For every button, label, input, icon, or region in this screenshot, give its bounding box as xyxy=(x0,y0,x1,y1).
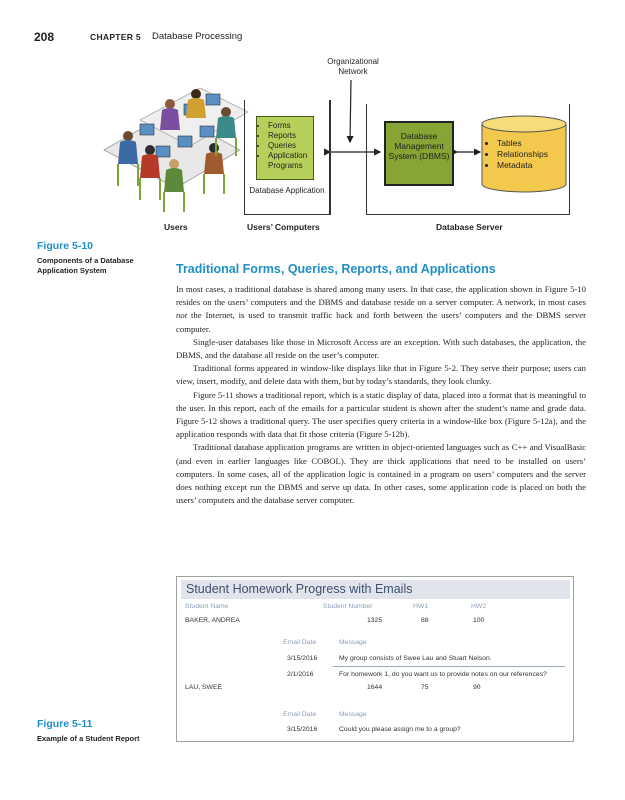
paragraph: Traditional forms appeared in window-like displays like that in Figure 5-2. They serve their purpose; users can view, insert, modify, and delete data with them, but by today’s standards, they look clunky. xyxy=(176,363,586,387)
student-name: LAU, SWEE xyxy=(185,684,223,691)
email-message: Could you please assign me to a group? xyxy=(339,726,461,733)
student-report xyxy=(176,576,574,742)
email-date: 3/15/2016 xyxy=(287,726,318,733)
figure-caption: Example of a Student Report xyxy=(37,734,140,743)
header-hw1: HW1 xyxy=(413,603,429,610)
email-message: For homework 1, do you want us to provide notes on our references? xyxy=(339,671,547,678)
hw1-score: 88 xyxy=(421,617,429,624)
report-title: Student Homework Progress with Emails xyxy=(181,580,570,599)
header-hw2: HW2 xyxy=(471,603,487,610)
dbms-box: Database Management System (DBMS) xyxy=(384,121,454,186)
db-item: • Relationships xyxy=(497,149,548,160)
database-contents xyxy=(488,138,548,171)
database-server-label: Database Server xyxy=(436,222,503,232)
users-computers-label: Users’ Computers xyxy=(247,222,320,232)
section-heading: Traditional Forms, Queries, Reports, and Applications xyxy=(176,262,496,276)
header-email-date: Email Date xyxy=(283,639,317,646)
page-number: 208 xyxy=(34,30,55,44)
users-label: Users xyxy=(164,222,188,232)
paragraph: Traditional database application programs are written in object-oriented languages such as C++ and VisualBasic (and even in earlier languages like COBOL). They are thick applications that need to be installed on users’ computers. In some cases, all of the application logic is contained in a program on users’ computers and the server does nothing except run the DBMS and serve up data. In other cases, some application code is placed on both the users’ computers and the database server computer. xyxy=(176,442,586,506)
student-name: BAKER, ANDREA xyxy=(185,617,240,624)
network-label: Organizational Network xyxy=(327,57,379,76)
app-item: • Reports xyxy=(268,131,311,141)
application-box xyxy=(256,116,314,180)
header-student-name: Student Name xyxy=(185,603,229,610)
email-date: 3/15/2016 xyxy=(287,655,318,662)
network-arrow xyxy=(350,80,351,142)
divider xyxy=(333,666,565,667)
email-message: My group consists of Swee Lau and Stuart Nelson. xyxy=(339,655,492,662)
chapter-label: CHAPTER 5 xyxy=(90,32,141,42)
header-message: Message xyxy=(339,639,367,646)
application-caption: Database Application xyxy=(249,186,325,195)
body-text xyxy=(176,283,586,507)
db-item: • Metadata xyxy=(497,160,548,171)
app-item: • Forms xyxy=(268,121,311,131)
header-email-date: Email Date xyxy=(283,711,317,718)
paragraph: Single-user databases like those in Microsoft Access are an exception. With such databases, the application, the DBMS, and the database all reside on the user’s computer. xyxy=(176,336,586,361)
header-student-number: Student Number xyxy=(323,603,373,610)
header-message: Message xyxy=(339,711,367,718)
chapter-title: Database Processing xyxy=(152,31,243,42)
figure-number: Figure 5-10 xyxy=(37,240,94,252)
student-number: 1644 xyxy=(367,684,383,691)
figure-number: Figure 5-11 xyxy=(37,718,93,730)
email-date: 2/1/2016 xyxy=(287,671,314,678)
hw1-score: 75 xyxy=(421,684,429,691)
hw2-score: 100 xyxy=(473,617,485,624)
app-item: • Queries xyxy=(268,141,311,151)
paragraph: Figure 5-11 shows a traditional report, which is a static display of data, placed into a format that is meaningful to the user. In this report, each of the emails for a particular student is shown after the student’s name and grade data. Figure 5-12 shows a traditional query. The user specifies query criteria in a window-like box (Figure 5-12a), and the application responds with data that fit those criteria (Figure 5-12b). xyxy=(176,389,586,440)
db-item: • Tables xyxy=(497,138,548,149)
app-item: • Application Programs xyxy=(268,151,311,171)
users-illustration xyxy=(104,88,248,212)
hw2-score: 90 xyxy=(473,684,481,691)
student-number: 1325 xyxy=(367,617,383,624)
paragraph: In most cases, a traditional database is shared among many users. In that case, the application shown in Figure 5-10 resides on the users’ computers and the DBMS and database reside on a server computer. A network, in most cases not the Internet, is used to transmit traffic back and forth between the users’ computers and the DBMS server computer. xyxy=(176,284,586,334)
figure-caption: Components of a Database Application System xyxy=(37,256,134,275)
